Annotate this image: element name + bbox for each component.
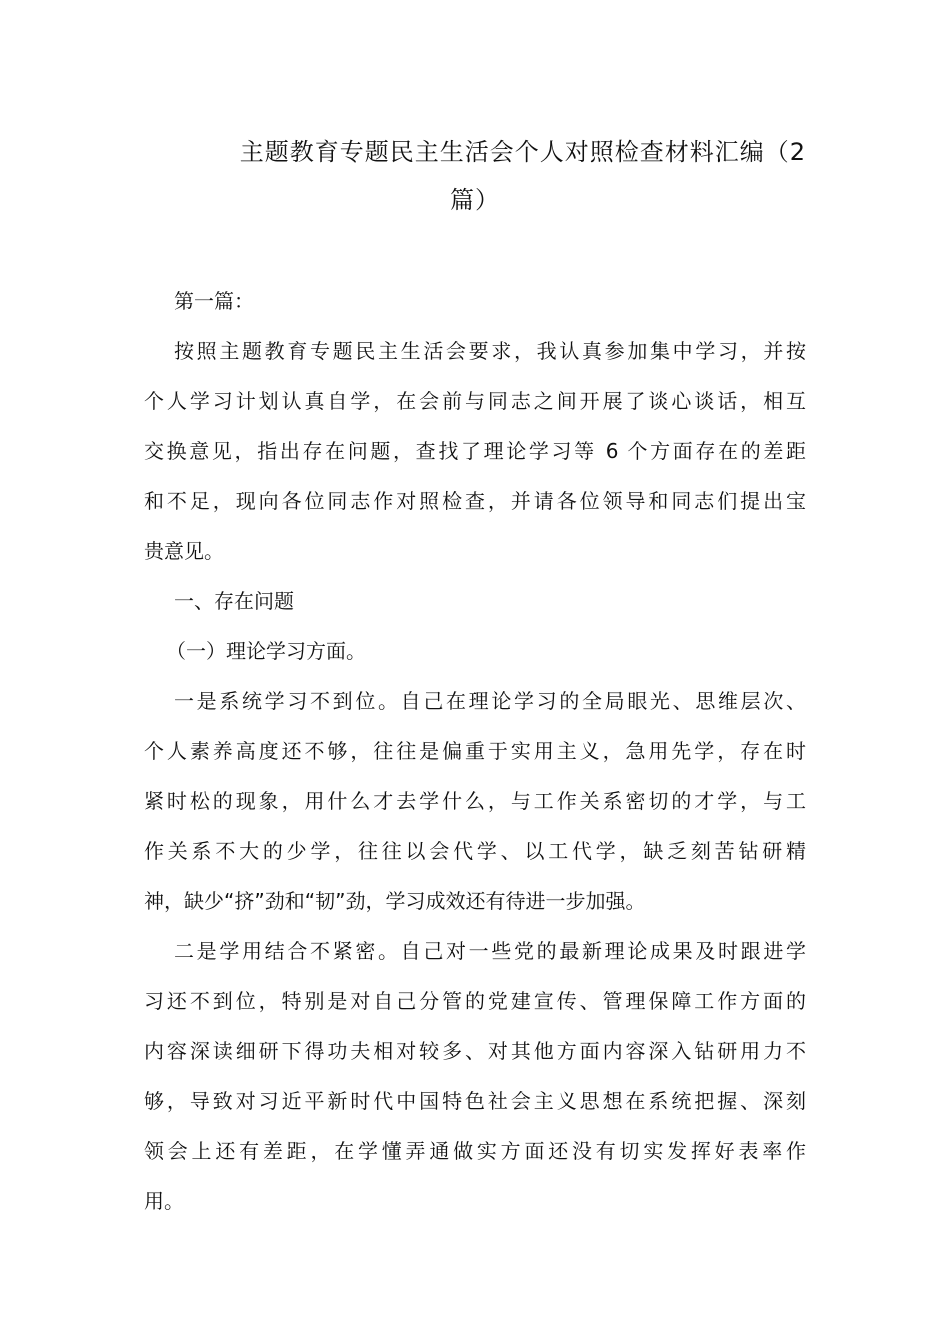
- paragraph-1-line: 和不足，现向各位同志作对照检查，并请各位领导和同志们提出宝: [144, 489, 806, 513]
- paragraph-3-line: 内容深读细研下得功夫相对较多、对其他方面内容深入钻研用力不: [144, 1039, 806, 1063]
- paragraph-2-line: 一是系统学习不到位。自己在理论学习的全局眼光、思维层次、: [174, 689, 806, 713]
- document-title-line-1: 主题教育专题民主生活会个人对照检查材料汇编（2: [239, 138, 806, 166]
- section-subheading: （一）理论学习方面。: [166, 639, 366, 663]
- paragraph-2-line: 个人素养高度还不够，往往是偏重于实用主义，急用先学，存在时: [144, 739, 806, 763]
- paragraph-3-line: 用。: [144, 1189, 184, 1213]
- paragraph-2-line: 紧时松的现象，用什么才去学什么，与工作关系密切的才学，与工: [144, 789, 806, 813]
- paragraph-3-line: 够，导致对习近平新时代中国特色社会主义思想在系统把握、深刻: [144, 1089, 806, 1113]
- paragraph-1-line: 贵意见。: [144, 539, 224, 563]
- paragraph-1-line: 按照主题教育专题民主生活会要求，我认真参加集中学习，并按: [174, 339, 806, 363]
- paragraph-1-line: 交换意见，指出存在问题，查找了理论学习等 6 个方面存在的差距: [144, 439, 806, 463]
- paragraph-1-line: 个人学习计划认真自学，在会前与同志之间开展了谈心谈话，相互: [144, 389, 806, 413]
- paragraph-3-line: 习还不到位，特别是对自己分管的党建宣传、管理保障工作方面的: [144, 989, 806, 1013]
- paragraph-3-line: 二是学用结合不紧密。自己对一些党的最新理论成果及时跟进学: [174, 939, 806, 963]
- paragraph-3-line: 领会上还有差距，在学懂弄通做实方面还没有切实发挥好表率作: [144, 1139, 806, 1163]
- paragraph-2-line: 作关系不大的少学，往往以会代学、以工代学，缺乏刻苦钻研精: [144, 839, 806, 863]
- document-title-line-2: 篇）: [450, 186, 500, 214]
- paragraph-2-line: 神，缺少“挤”劲和“韧”劲，学习成效还有待进一步加强。: [144, 889, 646, 913]
- section-heading: 一、存在问题: [174, 589, 294, 613]
- section-label: 第一篇：: [174, 289, 254, 313]
- document-body: [144, 276, 806, 1226]
